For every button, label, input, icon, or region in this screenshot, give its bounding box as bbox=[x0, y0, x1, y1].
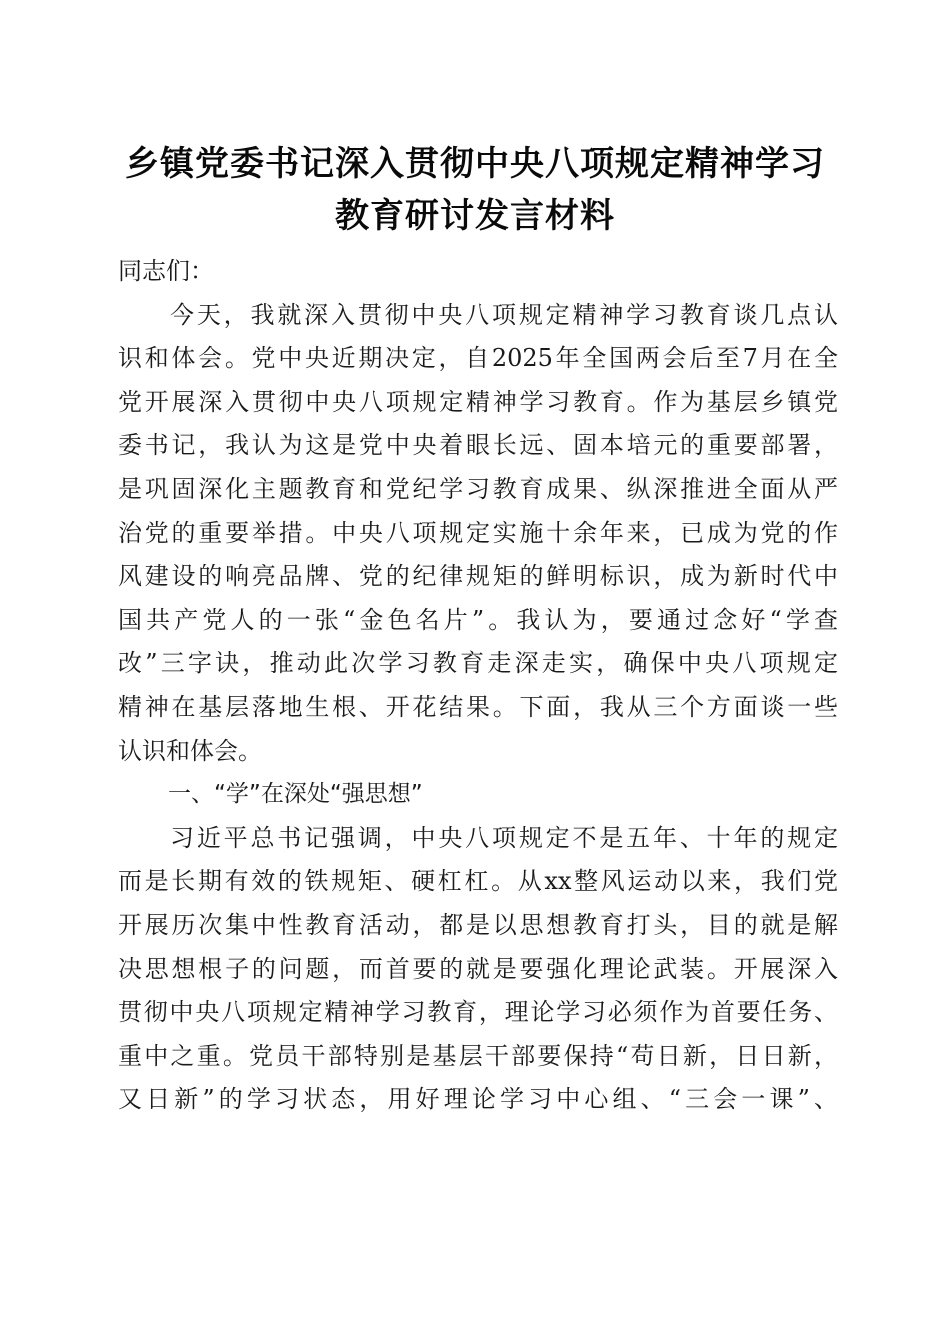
paragraph-line: 贯彻中央八项规定精神学习教育，理论学习必须作为首要任务、 bbox=[118, 998, 838, 1027]
paragraph-line: 习近平总书记强调，中央八项规定不是五年、十年的规定 bbox=[170, 823, 838, 852]
paragraph-line: 认识和体会。 bbox=[118, 736, 262, 765]
paragraph-line: 又日新”的学习状态，用好理论学习中心组、“三会一课”、 bbox=[118, 1085, 838, 1114]
paragraph-line: 精神在基层落地生根、开花结果。下面，我从三个方面谈一些 bbox=[118, 692, 838, 721]
document-title-line-2: 教育研讨发言材料 bbox=[335, 196, 615, 236]
paragraph-1 bbox=[118, 294, 838, 774]
paragraph-line: 国共产党人的一张“金色名片”。我认为，要通过念好“学查 bbox=[118, 605, 838, 634]
paragraph-line: 今天，我就深入贯彻中央八项规定精神学习教育谈几点认 bbox=[170, 300, 838, 329]
paragraph-2 bbox=[118, 817, 838, 1122]
paragraph-line: 党开展深入贯彻中央八项规定精神学习教育。作为基层乡镇党 bbox=[118, 387, 838, 416]
paragraph-line: 风建设的响亮品牌、党的纪律规矩的鲜明标识，成为新时代中 bbox=[118, 562, 838, 591]
paragraph-line: 开展历次集中性教育活动，都是以思想教育打头，目的就是解 bbox=[118, 910, 838, 939]
paragraph-line: 治党的重要举措。中央八项规定实施十余年来，已成为党的作 bbox=[118, 518, 838, 547]
salutation: 同志们： bbox=[118, 257, 214, 285]
paragraph-line: 识和体会。党中央近期决定，自2025年全国两会后至7月在全 bbox=[118, 344, 838, 373]
paragraph-line: 是巩固深化主题教育和党纪学习教育成果、纵深推进全面从严 bbox=[118, 474, 838, 503]
document-body bbox=[118, 250, 838, 1122]
paragraph-line: 重中之重。党员干部特别是基层干部要保持“苟日新，日日新， bbox=[118, 1041, 838, 1070]
paragraph-line: 改”三字诀，推动此次学习教育走深走实，确保中央八项规定 bbox=[118, 649, 838, 678]
document-title-line-1: 乡镇党委书记深入贯彻中央八项规定精神学习 bbox=[125, 144, 825, 184]
paragraph-line: 决思想根子的问题，而首要的就是要强化理论武装。开展深入 bbox=[118, 954, 838, 983]
section-heading-1: 一、“学”在深处“强思想” bbox=[168, 781, 423, 808]
paragraph-line: 而是长期有效的铁规矩、硬杠杠。从xx整风运动以来，我们党 bbox=[118, 867, 838, 896]
paragraph-line: 委书记，我认为这是党中央着眼长远、固本培元的重要部署， bbox=[118, 431, 838, 460]
